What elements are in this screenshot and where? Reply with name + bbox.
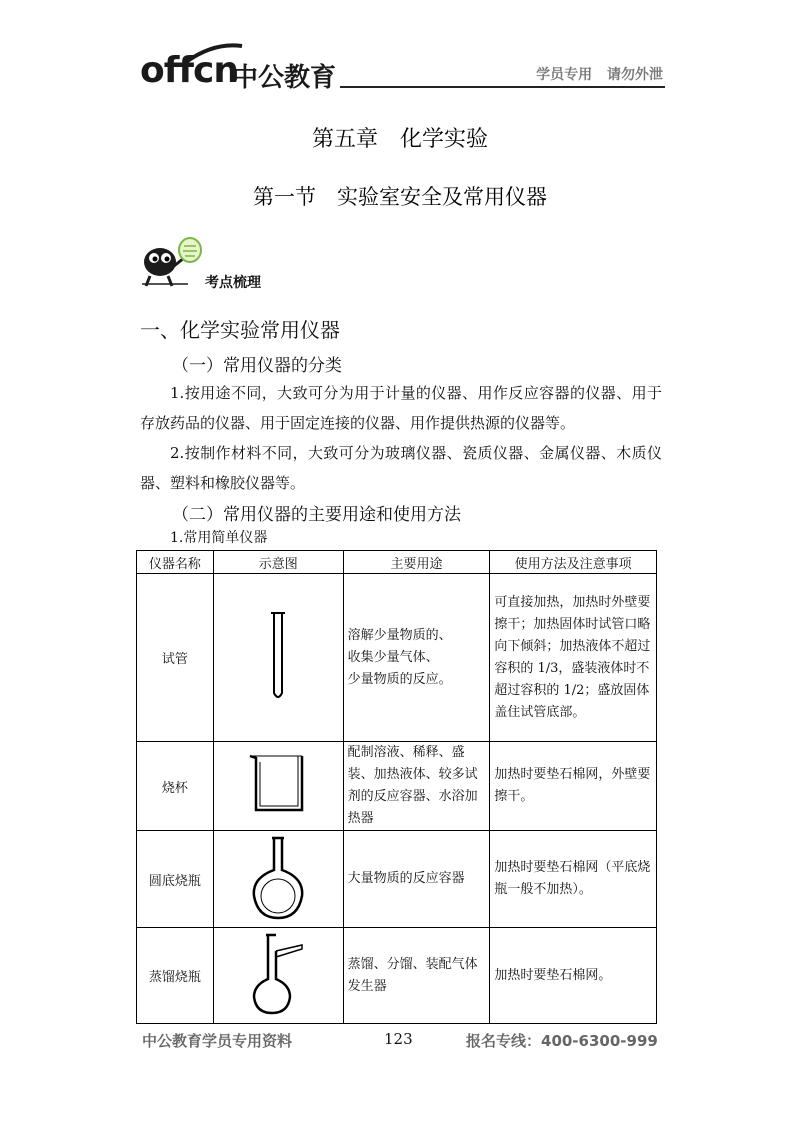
page-number: 123	[384, 1030, 413, 1048]
table-row	[137, 742, 657, 831]
cell-method: 加热时要垫石棉网，外壁要擦干。	[490, 742, 657, 831]
cell-use: 配制溶液、稀释、盛装、加热液体、较多试剂的反应容器、水浴加热器	[343, 742, 490, 831]
paragraph-by-use: 1.按用途不同，大致可分为用于计量的仪器、用作反应容器的仪器、用于存放药品的仪器、用于固定连接的仪器、用作提供热源的仪器等。	[140, 384, 662, 432]
table-row	[137, 831, 657, 928]
header-diagram: 示意图	[213, 551, 343, 574]
instrument-table	[136, 550, 657, 1024]
round-bottom-flask-icon	[248, 834, 308, 920]
page-header	[140, 40, 665, 96]
cell-use: 溶解少量物质的、 收集少量气体、 少量物质的反应。	[343, 574, 490, 742]
section-title: 第一节 实验室安全及常用仪器	[253, 185, 547, 209]
subheading-classification: （一）常用仪器的分类	[172, 356, 342, 376]
subheading-usage: （二）常用仪器的主要用途和使用方法	[172, 505, 461, 525]
logo-cn-text: 中公教育	[232, 63, 337, 93]
badge-label: 考点梳理	[205, 275, 261, 291]
table-row	[137, 574, 657, 742]
cell-method: 可直接加热，加热时外壁要擦干；加热固体时试管口略向下倾斜；加热液体不超过容积的 1/3，盛装液体时不超过容积的 1/2；盛放固体盖住试管底部。	[490, 574, 657, 742]
cell-name: 试管	[137, 574, 214, 742]
cell-method: 加热时要垫石棉网（平底烧瓶一般不加热）。	[490, 831, 657, 928]
header-notice: 学员专用 请勿外泄	[536, 67, 663, 83]
footer-hotline: 报名专线：400-6300-999	[466, 1032, 658, 1050]
header-use: 主要用途	[343, 551, 490, 574]
logo-text: offcn	[140, 50, 239, 91]
distillation-flask-icon	[246, 931, 310, 1017]
cell-use: 大量物质的反应容器	[343, 831, 490, 928]
header-divider	[340, 86, 665, 88]
table-row	[137, 928, 657, 1024]
header-method: 使用方法及注意事项	[490, 551, 657, 574]
cell-diagram	[213, 928, 343, 1024]
table-caption: 1.常用简单仪器	[170, 530, 268, 546]
table-header-row	[137, 551, 657, 574]
chapter-title: 第五章 化学实验	[311, 127, 488, 152]
cell-diagram	[213, 574, 343, 742]
cell-method: 加热时要垫石棉网。	[490, 928, 657, 1024]
test-tube-icon	[263, 609, 293, 703]
cell-name: 圆底烧瓶	[137, 831, 214, 928]
footer-left: 中公教育学员专用资料	[142, 1032, 293, 1050]
heading-1: 一、化学实验常用仪器	[140, 318, 340, 342]
cell-diagram	[213, 831, 343, 928]
cell-name: 烧杯	[137, 742, 214, 831]
cell-diagram	[213, 742, 343, 831]
cell-use: 蒸馏、分馏、装配气体发生器	[343, 928, 490, 1024]
cell-name: 蒸馏烧瓶	[137, 928, 214, 1024]
beaker-icon	[246, 752, 310, 816]
mascot-icon	[138, 236, 208, 288]
header-name: 仪器名称	[137, 551, 214, 574]
paragraph-by-material: 2.按制作材料不同，大致可分为玻璃仪器、瓷质仪器、金属仪器、木质仪器、塑料和橡胶仪器等。	[140, 444, 662, 492]
